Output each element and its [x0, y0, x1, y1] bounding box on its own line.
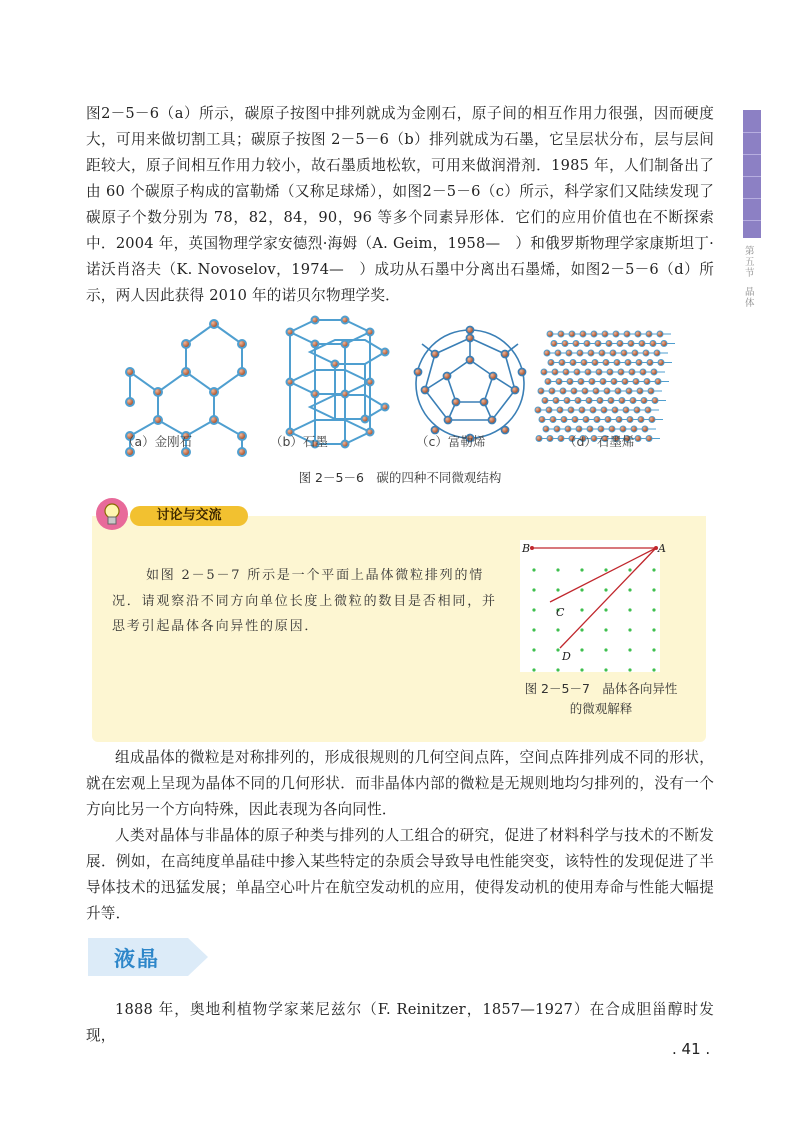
graphene-atom: [593, 388, 599, 394]
line-ad: [560, 548, 656, 648]
graphene-atom: [652, 398, 658, 404]
lightbulb-icon: [94, 496, 130, 534]
lattice-point: [580, 628, 583, 631]
lattice-point: [580, 648, 583, 651]
fullerene-structure-image: [414, 326, 525, 441]
graphene-atom: [621, 350, 627, 356]
graphene-atom: [558, 331, 564, 337]
graphene-atom: [644, 379, 650, 385]
graphene-atom: [646, 436, 652, 442]
lattice-point: [532, 588, 535, 591]
section-title: 液晶: [114, 947, 160, 971]
lattice-point: [580, 668, 583, 671]
graphene-atom: [633, 379, 639, 385]
caption-b: （b）石墨: [270, 434, 328, 449]
body-paragraph-2: 组成晶体的微粒是对称排列的，形成很规则的几何空间点阵，空间点阵排列成不同的形状，就在宏观上呈现为晶体不同的几何形状．而非晶体内部的微粒是无规则地均匀排列的，没有一个方向比另一个方向特殊，因此表现为各向同性．: [86, 749, 714, 818]
graphene-atom: [599, 350, 605, 356]
point-b-label: B: [522, 542, 531, 555]
lattice-diagram: [520, 540, 666, 672]
lattice-point: [604, 668, 607, 671]
lattice-point: [652, 628, 655, 631]
graphene-atom: [623, 407, 629, 413]
graphene-atom: [543, 426, 549, 432]
graphene-atom: [547, 331, 553, 337]
lattice-point: [556, 588, 559, 591]
graphene-atom: [546, 407, 552, 413]
graphene-atom: [568, 407, 574, 413]
graphene-atom: [606, 341, 612, 347]
graphene-atom: [612, 407, 618, 413]
body-paragraph-1: 图2－5－6（a）所示，碳原子按图中排列就成为金刚石，原子间的相互作用力很强，因而硬度大，可用来做切割工具；碳原子按图 2－5－6（b）排列就成为石墨，它呈层状分布，层与层间距较大，原子间相互作用力较小，故石墨质地松软，可用来做润滑剂．1985 年，人们制备出了由 60 个碳原子构成的富勒烯（又称足球烯），如图2－5－6（c）所示，科学家们又陆续发现了碳原子个数分别为 78，82，84，90，96 等多个同素异形体．它们的应用价值也在不断探索中．2004 年，英国物理学家安德烈·海姆（A. Geim，1958— ）和俄罗斯物理学家康斯坦丁·诺沃肖洛夫（K. Novoselov，1974— ）成功从石墨中分离出石墨烯，如图2－5－6（d）所示，两人因此获得 2010 年的诺贝尔物理学奖．: [86, 105, 714, 304]
graphene-atom: [611, 379, 617, 385]
graphene-atom: [574, 369, 580, 375]
graphene-atom: [582, 388, 588, 394]
page-number: . 41 .: [672, 1040, 711, 1058]
graphene-atom: [617, 341, 623, 347]
graphene-atom: [625, 360, 631, 366]
graphene-atom: [584, 341, 590, 347]
point-a-label: A: [658, 542, 666, 555]
chapter-side-label: 第 五 节 晶 体: [745, 246, 755, 309]
lattice-point: [580, 588, 583, 591]
graphene-atom: [539, 417, 545, 423]
graphene-atom: [607, 369, 613, 375]
graphene-atom: [538, 388, 544, 394]
lattice-point: [556, 668, 559, 671]
graphene-atom: [547, 436, 553, 442]
graphene-atom: [639, 341, 645, 347]
lattice-caption: 图 2－5－7 晶体各向异性 的微观解释: [524, 681, 678, 716]
graphene-atom: [583, 417, 589, 423]
lattice-point: [604, 608, 607, 611]
lattice-point: [628, 648, 631, 651]
lattice-point: [628, 668, 631, 671]
graphene-atom: [628, 341, 634, 347]
lattice-point: [532, 608, 535, 611]
graphene-atom: [570, 360, 576, 366]
graphite-structure-image: [287, 317, 389, 448]
graphene-atom: [550, 417, 556, 423]
graphene-atom: [594, 417, 600, 423]
lattice-point: [652, 648, 655, 651]
graphene-atom: [579, 407, 585, 413]
graphene-atom: [586, 398, 592, 404]
graphene-atom: [564, 398, 570, 404]
graphene-atom: [614, 360, 620, 366]
graphene-atom: [654, 350, 660, 356]
graphene-atom: [595, 341, 601, 347]
graphene-atom: [554, 426, 560, 432]
graphene-atom: [536, 436, 542, 442]
lattice-point: [628, 568, 631, 571]
graphene-atom: [590, 407, 596, 413]
graphene-atom: [618, 369, 624, 375]
lattice-point: [580, 568, 583, 571]
lattice-point: [652, 608, 655, 611]
graphene-atom: [603, 360, 609, 366]
graphene-atom: [597, 398, 603, 404]
graphene-atom: [552, 369, 558, 375]
graphene-atom: [635, 436, 641, 442]
graphene-atom: [596, 369, 602, 375]
graphene-atom: [556, 379, 562, 385]
body-paragraph-3: 人类对晶体与非晶体的原子种类与排列的人工组合的研究，促进了材料科学与技术的不断发展．例如，在高纯度单晶硅中掺入某些特定的杂质会导致导电性能突变，该特性的发现促进了半导体技术的迅猛发展；单晶空心叶片在航空发动机的应用，使得发动机的使用寿命与性能大幅提升等．: [86, 827, 714, 922]
graphene-atom: [563, 369, 569, 375]
graphene-atom: [657, 331, 663, 337]
lattice-point: [604, 588, 607, 591]
graphene-atom: [646, 331, 652, 337]
chapter-side-tab: [743, 110, 761, 238]
section-header: [88, 938, 208, 976]
graphene-atom: [610, 350, 616, 356]
graphene-atom: [634, 407, 640, 413]
lattice-point: [532, 628, 535, 631]
discussion-label: 讨论与交流: [130, 506, 248, 526]
graphene-atom: [591, 331, 597, 337]
graphene-atom: [572, 417, 578, 423]
graphene-atom: [643, 350, 649, 356]
body-paragraph-4: 1888 年，奥地利植物学家莱尼兹尔（F. Reinitzer，1857—1927）在合成胆甾醇时发现，: [86, 1001, 714, 1044]
graphene-atom: [561, 417, 567, 423]
graphene-atom: [578, 379, 584, 385]
lattice-point: [628, 588, 631, 591]
graphene-atom: [551, 341, 557, 347]
graphene-atom: [630, 398, 636, 404]
graphene-atom: [588, 350, 594, 356]
discussion-text: 如图 2－5－7 所示是一个平面上晶体微粒排列的情况．请观察沿不同方向单位长度上微粒的数目是否相同，并思考引起晶体各向异性的原因．: [112, 568, 497, 634]
graphene-atom: [658, 360, 664, 366]
graphene-atom: [624, 331, 630, 337]
graphene-atom: [622, 379, 628, 385]
graphene-atom: [600, 379, 606, 385]
graphene-atom: [566, 350, 572, 356]
lattice-point: [604, 648, 607, 651]
graphene-atom: [619, 398, 625, 404]
lattice-point: [556, 568, 559, 571]
lattice-point: [652, 668, 655, 671]
lattice-point: [628, 628, 631, 631]
graphene-atom: [641, 398, 647, 404]
lattice-point: [652, 588, 655, 591]
graphene-atom: [661, 341, 667, 347]
graphene-atom: [642, 426, 648, 432]
graphene-atom: [535, 407, 541, 413]
graphene-atom: [629, 369, 635, 375]
graphene-atom: [655, 379, 661, 385]
graphene-atom: [613, 331, 619, 337]
graphene-atom: [544, 350, 550, 356]
lattice-point: [556, 648, 559, 651]
lattice-point: [580, 608, 583, 611]
graphene-atom: [647, 360, 653, 366]
graphene-atom: [560, 388, 566, 394]
graphene-atom: [637, 388, 643, 394]
caption-a: （a）金刚石: [122, 434, 193, 449]
point-c-label: C: [556, 606, 565, 619]
graphene-atom: [542, 398, 548, 404]
line-ac: [550, 548, 656, 602]
graphene-atom: [645, 407, 651, 413]
lattice-point: [556, 628, 559, 631]
graphene-atom: [626, 388, 632, 394]
lattice-point: [532, 668, 535, 671]
graphene-atom: [604, 388, 610, 394]
graphene-atom: [601, 407, 607, 413]
graphene-atom: [651, 369, 657, 375]
graphene-atom: [632, 350, 638, 356]
graphene-structure-image: [535, 331, 675, 442]
graphene-atom: [559, 360, 565, 366]
caption-c: （c）富勒烯: [416, 434, 486, 449]
graphene-atom: [555, 350, 561, 356]
graphene-atom: [567, 379, 573, 385]
graphene-atom: [553, 398, 559, 404]
graphene-atom: [580, 331, 586, 337]
lattice-point: [652, 568, 655, 571]
graphene-atom: [640, 369, 646, 375]
graphene-atom: [638, 417, 644, 423]
point-d-label: D: [562, 650, 571, 663]
graphene-atom: [548, 360, 554, 366]
figure-title: 图 2－5－6 碳的四种不同微观结构: [298, 470, 502, 485]
graphene-atom: [575, 398, 581, 404]
lattice-point: [532, 568, 535, 571]
graphene-atom: [585, 369, 591, 375]
graphene-atom: [541, 369, 547, 375]
graphene-atom: [589, 379, 595, 385]
graphene-atom: [635, 331, 641, 337]
graphene-atom: [549, 388, 555, 394]
graphene-atom: [573, 341, 579, 347]
lattice-point: [604, 628, 607, 631]
graphene-atom: [569, 331, 575, 337]
discussion-header: [92, 496, 282, 534]
graphene-atom: [571, 388, 577, 394]
graphene-atom: [581, 360, 587, 366]
graphene-atom: [608, 398, 614, 404]
lattice-point: [628, 608, 631, 611]
graphene-atom: [577, 350, 583, 356]
graphene-atom: [602, 331, 608, 337]
graphene-atom: [650, 341, 656, 347]
graphene-atom: [545, 379, 551, 385]
graphene-atom: [648, 388, 654, 394]
graphene-atom: [615, 388, 621, 394]
graphene-atom: [616, 417, 622, 423]
lattice-point: [604, 568, 607, 571]
graphene-atom: [605, 417, 611, 423]
graphene-atom: [627, 417, 633, 423]
graphene-atom: [557, 407, 563, 413]
caption-d: （d）石墨烯: [564, 434, 635, 449]
graphene-atom: [562, 341, 568, 347]
graphene-atom: [592, 360, 598, 366]
lattice-point: [532, 648, 535, 651]
graphene-atom: [636, 360, 642, 366]
graphene-atom: [649, 417, 655, 423]
